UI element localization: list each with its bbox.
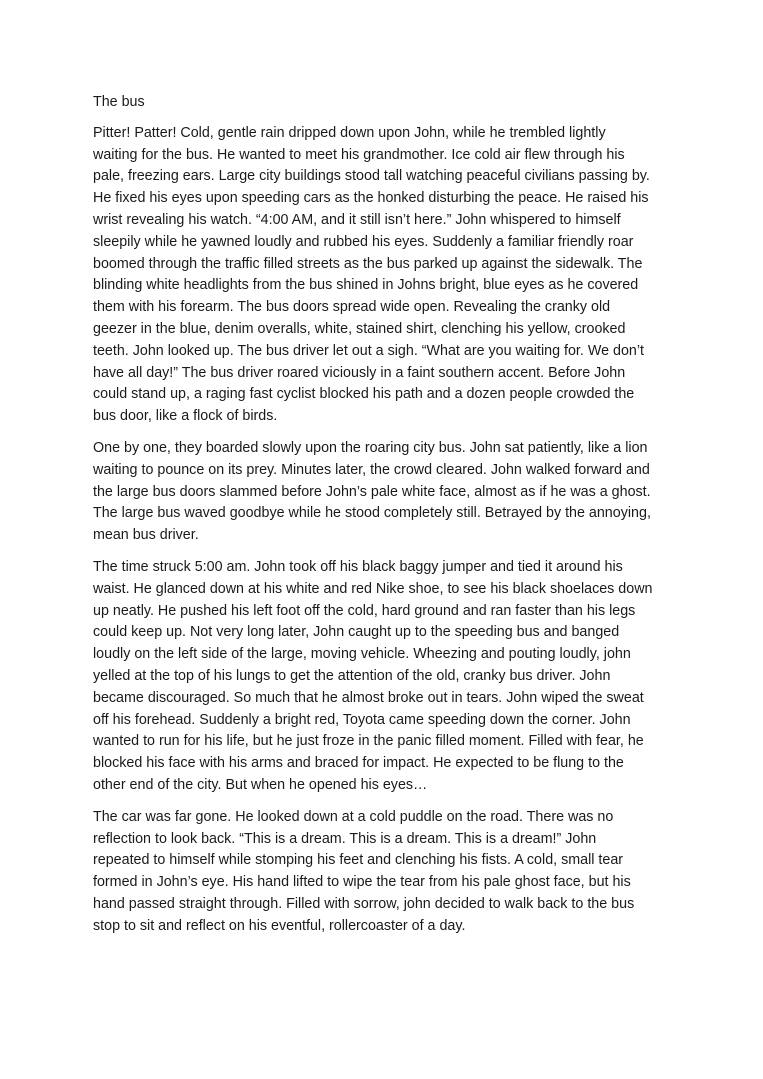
text-line: wanted to run for his life, but he just froze in the panic filled moment. Filled with fear, he (93, 733, 644, 750)
text-line: reflection to look back. “This is a dream. This is a dream. This is a dream!” John (93, 830, 597, 847)
text-line: up neatly. He pushed his left foot off the cold, hard ground and ran faster than his legs (93, 602, 636, 619)
paragraph (93, 807, 673, 938)
text-line: have all day!” The bus driver roared viciously in a faint southern accent. Before John (93, 364, 626, 381)
text-line: the large bus doors slammed before John’s pale white face, almost as if he was a ghost. (93, 483, 651, 500)
paragraph (93, 123, 673, 428)
text-line: sleepily while he yawned loudly and rubbed his eyes. Suddenly a familiar friendly roar (93, 233, 634, 250)
text-line: repeated to himself while stomping his feet and clenching his fists. A cold, small tear (93, 852, 624, 869)
paragraph-list (93, 123, 673, 938)
text-line: blinding white headlights from the bus shined in Johns bright, blue eyes as he covered (93, 277, 639, 294)
text-line: yelled at the top of his lungs to get the attention of the old, cranky bus driver. John (93, 667, 611, 684)
text-line: teeth. John looked up. The bus driver let out a sigh. “What are you waiting for. We don’t (93, 342, 645, 359)
paragraph (93, 438, 673, 547)
text-line: Pitter! Patter! Cold, gentle rain dripped down upon John, while he trembled lightly (93, 124, 606, 141)
text-line: pale, freezing ears. Large city buildings stood tall watching peaceful civilians passing by. (93, 168, 650, 185)
text-line: The time struck 5:00 am. John took off his black baggy jumper and tied it around his (93, 558, 623, 575)
paragraph (93, 557, 673, 797)
text-line: other end of the city. But when he opened his eyes… (93, 776, 428, 793)
text-line: could keep up. Not very long later, John caught up to the speeding bus and banged (93, 624, 620, 641)
text-line: boomed through the traffic filled streets as the bus parked up against the sidewalk. The (93, 255, 643, 272)
text-line: The large bus waved goodbye while he stood completely still. Betrayed by the annoying, (93, 505, 651, 522)
text-line: could stand up, a raging fast cyclist blocked his path and a dozen people crowded the (93, 386, 635, 403)
text-line: off his forehead. Suddenly a bright red, Toyota came speeding down the corner. John (93, 711, 631, 728)
text-line: hand passed straight through. Filled with sorrow, john decided to walk back to the bus (93, 895, 635, 912)
text-line: wrist revealing his watch. “4:00 AM, and it still isn’t here.” John whispered to himself (93, 211, 621, 228)
text-line: geezer in the blue, denim overalls, white, stained shirt, clenching his yellow, crooked (93, 320, 626, 337)
text-line: formed in John’s eye. His hand lifted to wipe the tear from his pale ghost face, but his (93, 874, 631, 891)
text-line: became discouraged. So much that he almost broke out in tears. John wiped the sweat (93, 689, 644, 706)
text-line: waist. He glanced down at his white and red Nike shoe, to see his black shoelaces down (93, 580, 653, 597)
text-line: The car was far gone. He looked down at a cold puddle on the road. There was no (93, 808, 614, 825)
text-line: One by one, they boarded slowly upon the roaring city bus. John sat patiently, like a lion (93, 439, 648, 456)
text-line: waiting to pounce on its prey. Minutes later, the crowd cleared. John walked forward and (93, 461, 650, 478)
document-body (93, 92, 673, 947)
text-line: bus door, like a flock of birds. (93, 408, 278, 425)
document-title: The bus (93, 94, 145, 110)
text-line: loudly on the left side of the large, moving vehicle. Wheezing and pouting loudly, john (93, 646, 631, 663)
text-line: them with his forearm. The bus doors spread wide open. Revealing the cranky old (93, 299, 611, 316)
text-line: blocked his face with his arms and braced for impact. He expected to be flung to the (93, 755, 624, 772)
text-line: mean bus driver. (93, 527, 199, 544)
text-line: stop to sit and reflect on his eventful, rollercoaster of a day. (93, 917, 466, 934)
text-line: He fixed his eyes upon speeding cars as the honked disturbing the peace. He raised his (93, 190, 649, 207)
text-line: waiting for the bus. He wanted to meet his grandmother. Ice cold air flew through his (93, 146, 625, 163)
